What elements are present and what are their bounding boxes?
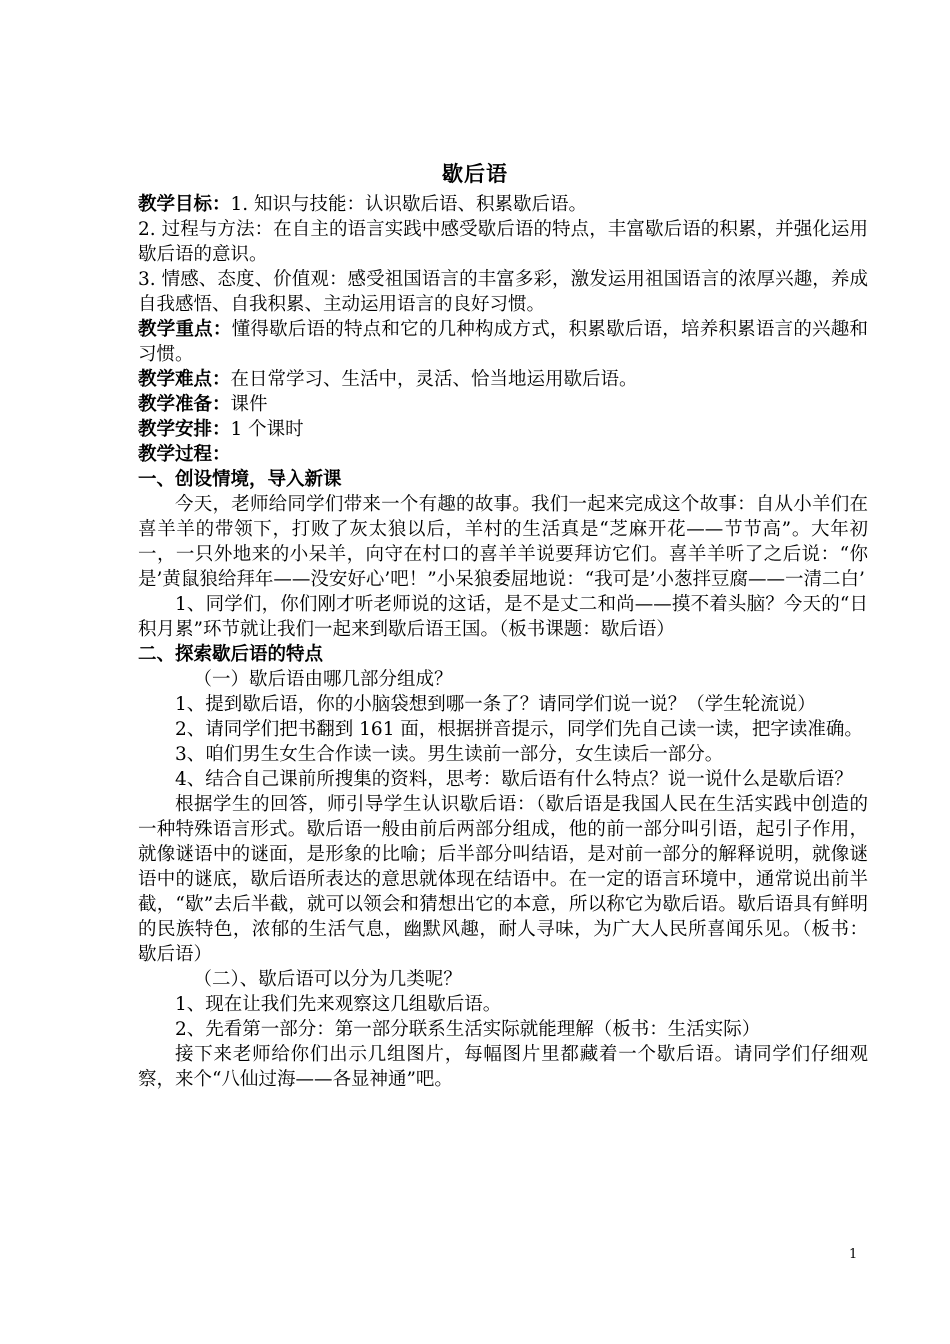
objectives-line3: 3. 情感、态度、价值观：感受祖国语言的丰富多彩，激发运用祖国语言的浓厚兴趣，养成自我感悟、自我积累、主动运用语言的良好习惯。 [138,269,868,315]
document-title: 歇后语 [442,161,508,186]
objectives-line2: 2. 过程与方法：在自主的语言实践中感受歇后语的特点，丰富歇后语的积累，并强化运用歇后语的意识。 [138,219,868,265]
preparation-label: 教学准备： [138,394,231,415]
section1-paragraph2: 1、同学们，你们刚才听老师说的这话，是不是丈二和尚——摸不着头脑？今天的“日积月累”环节就让我们一起来到歇后语王国。（板书课题：歇后语） [138,594,868,640]
arrangement-text: 1 个课时 [230,419,304,440]
section2-heading: 二、探索歇后语的特点 [138,644,324,665]
difficulty [138,367,868,392]
section2-paragraph7: 2、先看第一部分：第一部分联系生活实际就能理解（板书：生活实际） [175,1019,761,1040]
page-number: 1 [849,1247,858,1262]
section2-subheading1: （一）歇后语由哪几部分组成？ [193,669,453,690]
section2-paragraph2: 2、请同学们把书翻到 161 面，根据拼音提示，同学们先自己读一读，把字读准确。 [175,719,863,740]
section2-paragraph4: 4、结合自己课前所搜集的资料，思考：歇后语有什么特点？说一说什么是歇后语？ [175,769,853,790]
section2-paragraph1: 1、提到歇后语，你的小脑袋想到哪一条了？请同学们说一说？（学生轮流说） [175,694,816,715]
objectives-text1: 1. 知识与技能：认识歇后语、积累歇后语。 [230,194,588,215]
section2-paragraph3: 3、咱们男生女生合作读一读。男生读前一部分，女生读后一部分。 [175,744,724,765]
preparation [138,392,868,417]
preparation-text: 课件 [230,394,268,415]
difficulty-text: 在日常学习、生活中，灵活、恰当地运用歇后语。 [230,369,638,390]
key-point-label: 教学重点： [138,319,232,340]
document-body [138,192,868,1092]
objectives-line1 [138,192,868,217]
section2-paragraph5: 根据学生的回答，师引导学生认识歇后语：（歇后语是我国人民在生活实践中创造的一种特殊语言形式。歇后语一般由前后两部分组成，他的前一部分叫引语，起引子作用，就像谜语中的谜面，是形象的比喻；后半部分叫结语，是对前一部分的解释说明，就像谜语中的谜底，歇后语所表达的意思就体现在结语中。在一定的语言环境中，通常说出前半截，“歇”去后半截，就可以领会和猜想出它的本意，所以称它为歇后语。歇后语具有鲜明的民族特色，浓郁的生活气息，幽默风趣，耐人寻味，为广大人民所喜闻乐见。（板书：歇后语） [138,794,868,965]
section2-paragraph8: 接下来老师给你们出示几组图片，每幅图片里都藏着一个歇后语。请同学们仔细观察，来个“八仙过海——各显神通”吧。 [138,1044,868,1090]
difficulty-label: 教学难点： [138,369,231,390]
key-point-text: 懂得歇后语的特点和它的几种构成方式，积累歇后语，培养积累语言的兴趣和习惯。 [138,319,868,365]
section2-subheading2: （二）、歇后语可以分为几类呢？ [193,969,462,990]
arrangement-label: 教学安排： [138,419,231,440]
section2-paragraph6: 1、现在让我们先来观察这几组歇后语。 [175,994,502,1015]
section1-paragraph1: 今天，老师给同学们带来一个有趣的故事。我们一起来完成这个故事：自从小羊们在喜羊羊的带领下，打败了灰太狼以后，羊村的生活真是“芝麻开花——节节高”。大年初一，一只外地来的小呆羊，向守在村口的喜羊羊说要拜访它们。喜羊羊听了之后说：“你是’黄鼠狼给拜年——没安好心’吧！”小呆狼委屈地说：“我可是’小葱拌豆腐——一清二白’ [138,494,868,590]
process-label: 教学过程： [138,444,231,465]
section1-heading: 一、创设情境，导入新课 [138,469,342,490]
key-point [138,317,868,367]
objectives-label: 教学目标： [138,194,231,215]
arrangement [138,417,868,442]
